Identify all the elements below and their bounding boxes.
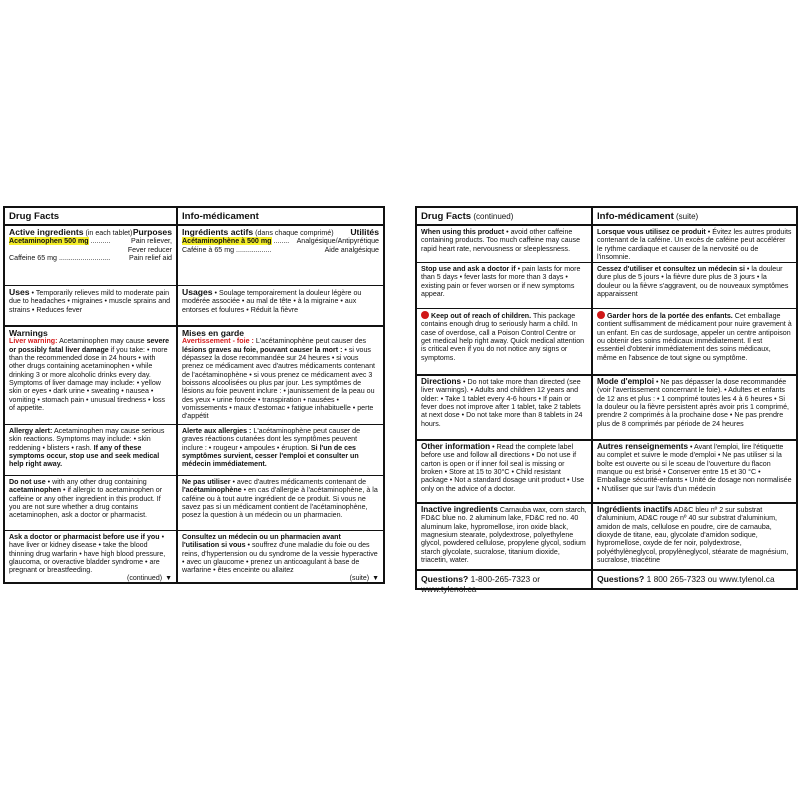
purpose-pain-reliever: Pain reliever, — [130, 237, 172, 246]
info-medicament-title: Info-médicament — [178, 208, 383, 226]
ne-pas-utiliser-section: Ne pas utiliser • avec d'autres médicaments contenant de l'acétaminophène • en cas d'allergie à l'acétaminophène, à la caféine ou à tout autre ingrédient de ce produit. Si vous ne savez pas si un médicament contient de l'acétaminophène, posez la question à un médecin ou un pharmacien. — [178, 476, 383, 531]
continue-arrow-icon: ▼ — [165, 574, 172, 582]
keep-out-of-reach-section: Keep out of reach of children. This package contains enough drug to seriously harm a child. In case of overdose, call a Poison Control Centre or get medical help right away. Quick medical attention is critical even if you do not notice any signs or symptoms. — [417, 309, 591, 376]
info-medicament-suite-title: Info-médicament (suite) — [593, 208, 796, 226]
ingredients-inactifs-section: Ingrédients inactifs AD&C bleu nº 2 sur substrat d'aluminium, AD&C rouge nº 40 sur substrat d'aluminium, amidon de maïs, cellulose en poudre, cire de carnauba, dioxyde de titane, eau, glycolate d'amidon sodique, hypromellose, oxyde de fer noir, polydextrose, polyéthylèneglycol, propylèneglycol, stéarate de magnésium, sucralose, triacétine — [593, 504, 796, 571]
drug-facts-panel-1 — [3, 206, 385, 584]
usages-section: Usages • Soulage temporairement la douleur légère ou modérée associée • au mal de tête • à la migraine • aux entorses et foulures • Réduit la fièvre — [178, 286, 383, 327]
warning-dot-icon — [421, 311, 429, 319]
uses-section: Uses • Temporarily relieves mild to moderate pain due to headaches • migraines • muscle sprains and strains • Reduces fever — [5, 286, 176, 327]
drug-facts-panel-2 — [415, 206, 798, 594]
phone-website: 1-800-265-7323 or www.tylenol.ca — [421, 574, 540, 594]
english-column — [417, 208, 591, 594]
drug-facts-continued-title: Drug Facts (continued) — [417, 208, 591, 226]
autres-renseignements-section: Autres renseignements • Avant l'emploi, lire l'étiquette au complet et suivre le mode d'emploi • Ne pas utiliser si la boîte est ouverte ou si le sceau de l'ouverture du flacon manque ou est brisé • Conserver entre 15 et 30 °C • Emballage sécurité-enfants • Unité de dosage non normalisée • N'utiliser que sur l'avis d'un médecin — [593, 441, 796, 504]
garder-hors-portee-section: Garder hors de la portée des enfants. Cet emballage contient suffisamment de médicament pour nuire gravement à un enfant. En cas de surdosage, appeler un centre antipoison ou obtenir des soins médicaux immédiatement. Il est essentiel d'obtenir immédiatement des soins médicaux, même en l'absence de tout signe ou symptôme. — [593, 309, 796, 376]
continued-label: (continued) — [127, 574, 163, 582]
english-column — [5, 208, 176, 582]
french-column — [178, 208, 383, 582]
stop-use-section: Stop use and ask a doctor if • pain lasts for more than 5 days • fever lasts for more than 3 days • existing pain or fever worsen or if new symptoms appear. — [417, 263, 591, 309]
when-using-section: When using this product • avoid other caffeine containing products. Too much caffeine may cause rapid heart rate, nervousness or sleeplessness. — [417, 226, 591, 263]
directions-section: Directions • Do not take more than directed (see liver warnings). • Adults and children 12 years and older: • Take 1 tablet every 4-6 hours • If pain or fever does not improve after 1 tablet, take 2 tablets at next dose • Do not take more than 8 tablets in 24 hours. — [417, 376, 591, 441]
mises-en-garde-section: Mises en garde Avertissement - foie : L'acétaminophène peut causer des lésions graves au foie, pouvant causer la mort : • si vous dépassez la dose recommandée sur 24 heures • si vous prenez ce médicament avec d'autres médicaments contenant de l'acétaminophène • si vous prenez ce médicament avec 3 boissons alcoolisées ou plus par jour. Les symptômes de lésions au foie peuvent inclure : • jaunissement de la peau ou des yeux • urine foncée • transpiration • nausées • vomissements • maux d'estomac • fatigue inhabituelle • perte d'appétit — [178, 327, 383, 425]
purposes-heading: Purposes — [132, 227, 172, 237]
questions-section: Questions? 1-800-265-7323 or www.tylenol.ca — [421, 574, 540, 594]
inactive-ingredients-section: Inactive ingredients Carnauba wax, corn starch, FD&C blue no. 2 aluminum lake, FD&C red no. 40 aluminum lake, hypromellose, iron oxide black, magnesium stearate, polydextrose, polyethylene glycol, powdered cellulose, propylene glycol, sodium starch glycolate, sucralose, titanium dioxide, triacetin, water. — [417, 504, 591, 571]
continue-arrow-icon: ▼ — [372, 574, 379, 582]
warning-dot-icon — [597, 311, 605, 319]
active-ingredients-heading: Active ingredients — [9, 227, 84, 237]
lorsque-vous-utilisez-section: Lorsque vous utilisez ce produit • Évitez les autres produits contenant de la caféine. Un excès de caféine peut accélérer le rythme cardiaque et causer de la nervosité ou de l'insomnie. — [593, 226, 796, 263]
active-ingredients-section: Active ingredients (in each tablet) Purposes Acetaminophen 500 mg .......... Pain reliever, Fever reducer Caffeine 65 mg .......................... Pain relief aid — [5, 226, 176, 286]
ingredient-caffeine: Caffeine 65 mg — [9, 254, 57, 263]
french-column — [593, 208, 796, 588]
purpose-fever-reducer: Fever reducer — [127, 245, 172, 254]
alerte-allergies-section: Alerte aux allergies : L'acétaminophène peut causer de graves réactions cutanées dont les symptômes peuvent inclure : • rougeur • ampoules • éruption. Si l'un de ces symptômes survient, cesser l'emploi et consulter un médecin immédiatement. — [178, 425, 383, 476]
questions-section-fr: Questions? 1 800 265-7323 ou www.tylenol.ca — [597, 574, 775, 584]
ingredient-acetaminophen: Acetaminophen 500 mg — [9, 237, 89, 246]
allergy-alert-section: Allergy alert: Acetaminophen may cause serious skin reactions. Symptoms may include: • skin reddening • blisters • rash. If any of these symptoms occur, stop use and seek medical help right away. — [5, 425, 176, 476]
warnings-section: Warnings Liver warning: Acetaminophen may cause severe or possibly fatal liver damage if you take: • more than the recommended dose in 24 hours • with other drugs containing acetaminophen • while drinking 3 or more alcoholic drinks every day. Symptoms of liver damage may include: • yellow skin or eyes • dark urine • sweating • nausea • vomiting • stomach pain • unusual tiredness • loss of appetite. — [5, 327, 176, 425]
ingredients-actifs-section: Ingrédients actifs (dans chaque comprimé) Utilités Acétaminophène à 500 mg ........ Analgésique/Antipyrétique Caféine à 65 mg .................. Aide analgésique — [178, 226, 383, 286]
purpose-pain-relief-aid: Pain relief aid — [129, 254, 172, 263]
mode-emploi-section: Mode d'emploi • Ne pas dépasser la dose recommandée (voir l'avertissement concernant le foie). • Adultes et enfants de 12 ans et plus : • 1 comprimé toutes les 4 à 6 heures • Si la douleur ou la fièvre persistent après avoir pris 1 comprimé, prendre 2 comprimés à la prochaine dose • Ne pas prendre plus de 8 comprimés par période de 24 heures — [593, 376, 796, 441]
ask-doctor-section: Ask a doctor or pharmacist before use if you • have liver or kidney disease • take the blood thinning drug warfarin • have high blood pressure, glaucoma, or overactive bladder syndrome • are pregnant or breastfeeding. (continued) ▼ — [9, 533, 172, 582]
other-information-section: Other information • Read the complete label before use and follow all directions • Do not use if carton is open or if inner foil seal is missing or broken • Store at 15 to 30°C • Child resistant package • Not a standard dosage unit product • Use only on the advice of a doctor. — [417, 441, 591, 504]
cessez-utiliser-section: Cessez d'utiliser et consultez un médecin si • la douleur dure plus de 5 jours • la fièvre dure plus de 3 jours • la douleur ou la fièvre s'aggravent, ou de nouveaux symptômes apparaissent — [593, 263, 796, 309]
consultez-medecin-section: Consultez un médecin ou un pharmacien avant l'utilisation si vous • souffrez d'une maladie du foie ou des reins, d'hypertension ou du syndrome de la vessie hyperactive • avec un glaucome • prenez un anticoagulant à base de warfarine • êtes enceinte ou allaitez (suite) ▼ — [182, 533, 379, 582]
ingredient-acetaminophene: Acétaminophène à 500 mg — [182, 237, 272, 246]
drug-facts-title: Drug Facts — [5, 208, 176, 226]
do-not-use-section: Do not use • with any other drug containing acetaminophen • if allergic to acetaminophen or caffeine or any other ingredient in this product. If you are not sure whether a drug contains acetaminophen, ask a doctor or pharmacist. — [5, 476, 176, 531]
warnings-heading: Warnings — [9, 328, 48, 338]
